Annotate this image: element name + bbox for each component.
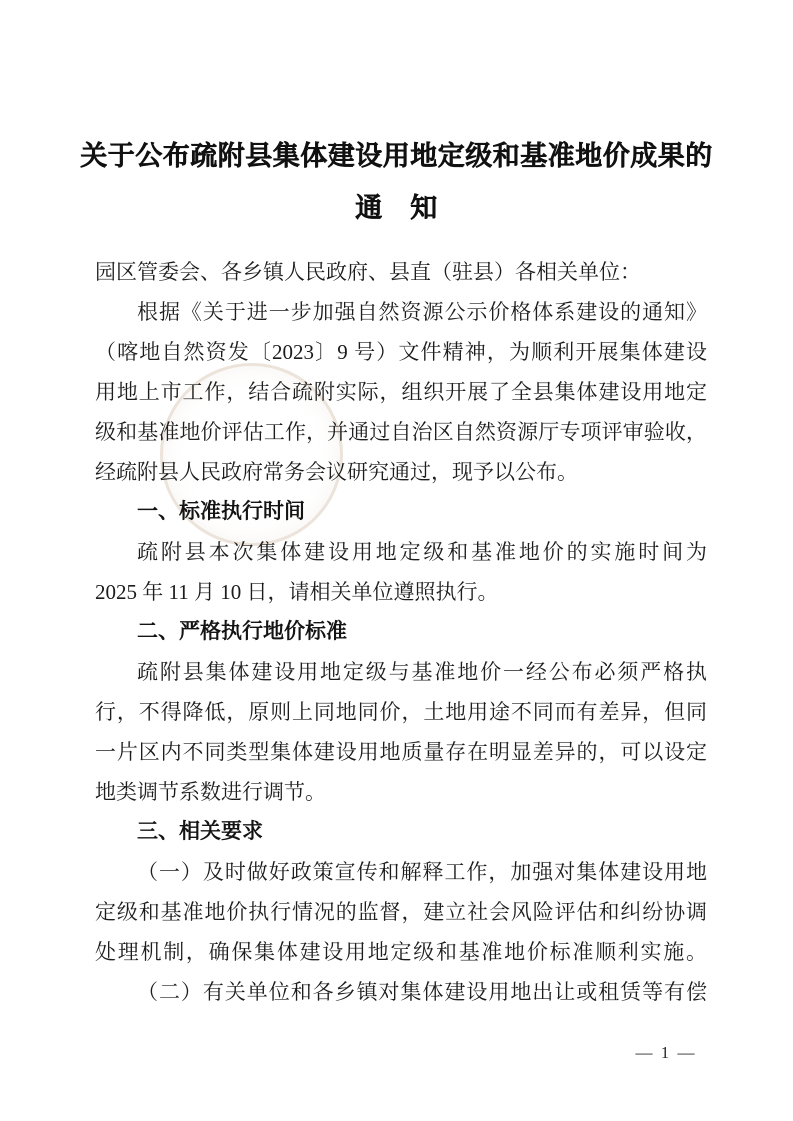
paragraph-line: 用地上市工作，结合疏附实际，组织开展了全县集体建设用地定 [95,380,707,404]
paragraph-line: 处理机制，确保集体建设用地定级和基准地价标准顺利实施。 [95,940,707,964]
paragraph-line: 根据《关于进一步加强自然资源公示价格体系建设的通知》 [137,300,707,324]
section-heading-2: 二、严格执行地价标准 [137,620,347,643]
paragraph-line: 疏附县本次集体建设用地定级和基准地价的实施时间为 [137,540,707,564]
paragraph-line: 级和基准地价评估工作，并通过自治区自然资源厅专项评审验收， [95,420,707,444]
salutation-line: 园区管委会、各乡镇人民政府、县直（驻县）各相关单位： [95,260,641,284]
paragraph-line: 一片区内不同类型集体建设用地质量存在明显差异的，可以设定 [95,740,707,764]
document-title [0,130,793,234]
paragraph-line: 定级和基准地价执行情况的监督，建立社会风险评估和纠纷协调 [95,900,707,924]
paragraph-line: （一）及时做好政策宣传和解释工作，加强对集体建设用地 [137,860,707,884]
paragraph-line: 经疏附县人民政府常务会议研究通过，现予以公布。 [95,460,578,484]
page-number: — 1 — [635,1043,697,1062]
document-body [95,252,707,1012]
paragraph-line: 疏附县集体建设用地定级与基准地价一经公布必须严格执 [137,660,707,684]
section-heading-1: 一、标准执行时间 [137,500,305,523]
paragraph-line: （二）有关单位和各乡镇对集体建设用地出让或租赁等有偿 [137,980,707,1004]
paragraph-line: 2025 年 11 月 10 日，请相关单位遵照执行。 [95,580,499,604]
document-title-line1: 关于公布疏附县集体建设用地定级和基准地价成果的 [80,141,713,171]
paragraph-line: 地类调节系数进行调节。 [95,780,326,804]
section-heading-3: 三、相关要求 [137,820,263,843]
paragraph-line: 行，不得降低，原则上同地同价，土地用途不同而有差异，但同 [95,700,707,724]
paragraph-line: （喀地自然资发〔2023〕9 号）文件精神，为顺利开展集体建设 [95,340,707,364]
document-title-line2: 通 知 [355,193,438,223]
